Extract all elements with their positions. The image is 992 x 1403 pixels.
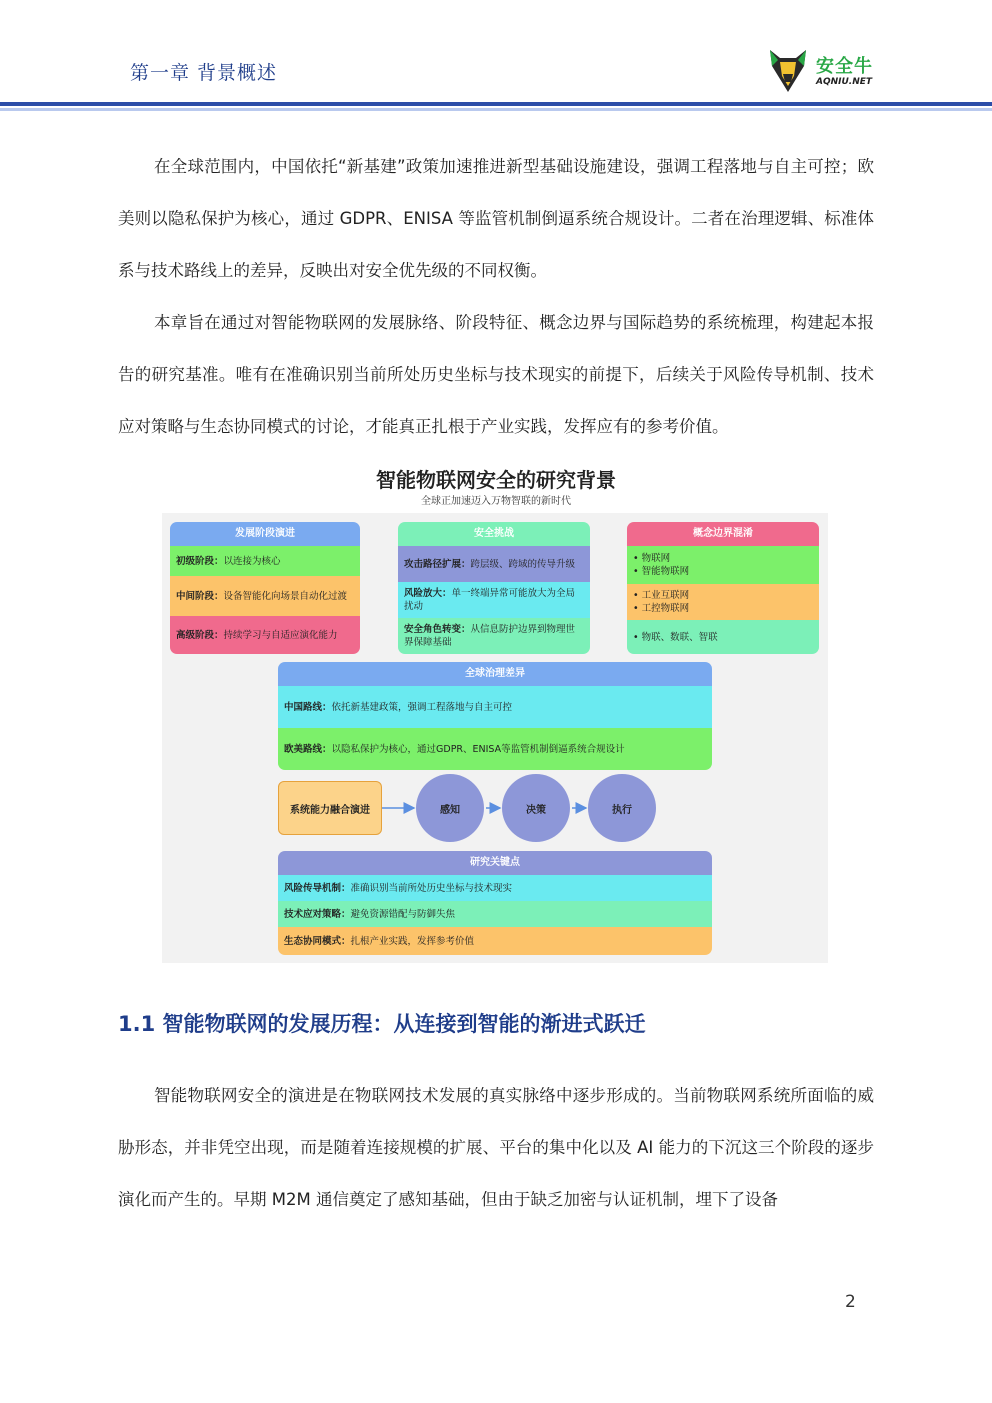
- challenge-row: 安全角色转变：从信息防护边界到物理世界保障基础: [398, 618, 590, 654]
- governance-row: 中国路线：依托新基建政策，强调工程落地与自主可控: [278, 686, 712, 728]
- section-heading: 1.1 智能物联网的发展历程：从连接到智能的渐进式跃迁: [118, 1012, 646, 1036]
- bull-logo-icon: [766, 44, 810, 94]
- flow-step-perception: 感知: [416, 774, 484, 842]
- concept-group: • 物联、数联、智联: [627, 620, 819, 654]
- concept-group: • 工业互联网 • 工控物联网: [627, 584, 819, 620]
- figure-subtitle: 全球正加速迈入万物智联的新时代: [421, 496, 571, 507]
- header-rule-light: [0, 108, 992, 111]
- challenge-row: 风险放大：单一终端异常可能放大为全局扰动: [398, 582, 590, 618]
- box-heading: 发展阶段演进: [170, 522, 360, 546]
- keypoints-box: [278, 851, 712, 955]
- keypoint-row: 生态协同模式：扎根产业实践，发挥参考价值: [278, 927, 712, 955]
- page-number: 2: [845, 1292, 856, 1312]
- box-heading: 概念边界混淆: [627, 522, 819, 546]
- stage-row: 初级阶段：以连接为核心: [170, 546, 360, 576]
- stage-row: 高级阶段：持续学习与自适应演化能力: [170, 616, 360, 654]
- keypoint-row: 技术应对策略：避免资源错配与防御失焦: [278, 901, 712, 927]
- governance-row: 欧美路线：以隐私保护为核心，通过GDPR、ENISA等监管机制倒逼系统合规设计: [278, 728, 712, 770]
- header-rule: [0, 102, 992, 106]
- stage-row: 中间阶段：设备智能化向场景自动化过渡: [170, 576, 360, 616]
- keypoint-row: 风险传导机制：准确识别当前所处历史坐标与技术现实: [278, 875, 712, 901]
- logo: [766, 44, 878, 94]
- flow-arrows: [380, 800, 610, 816]
- paragraph: 智能物联网安全的演进是在物联网技术发展的真实脉络中逐步形成的。当前物联网系统所面临的威胁形态，并非凭空出现，而是随着连接规模的扩展、平台的集中化以及 AI 能力的下沉这三个阶段的逐步演化而产生的。早期 M2M 通信奠定了感知基础，但由于缺乏加密与认证机制，埋下了设备: [118, 1086, 874, 1209]
- figure-title: 智能物联网安全的研究背景: [376, 468, 616, 492]
- box-heading: 安全挑战: [398, 522, 590, 546]
- challenges-box: [398, 522, 590, 654]
- stages-box: [170, 522, 360, 654]
- box-heading: 研究关键点: [278, 851, 712, 875]
- challenge-row: 攻击路径扩展：跨层级、跨域的传导升级: [398, 546, 590, 582]
- flow-step-execution: 执行: [588, 774, 656, 842]
- chapter-title: 第一章 背景概述: [130, 62, 278, 84]
- concept-group: • 物联网 • 智能物联网: [627, 546, 819, 584]
- governance-box: [278, 662, 712, 770]
- paragraph: 本章旨在通过对智能物联网的发展脉络、阶段特征、概念边界与国际趋势的系统梳理，构建起本报告的研究基准。唯有在准确识别当前所处历史坐标与技术现实的前提下，后续关于风险传导机制、技术应对策略与生态协同模式的讨论，才能真正扎根于产业实践，发挥应有的参考价值。: [118, 313, 874, 436]
- capability-evolution-box: 系统能力融合演进: [278, 781, 382, 835]
- paragraph: 在全球范围内，中国依托“新基建”政策加速推进新型基础设施建设，强调工程落地与自主可控；欧美则以隐私保护为核心，通过 GDPR、ENISA 等监管机制倒逼系统合规设计。二者在治理逻辑、标准体系与技术路线上的差异，反映出对安全优先级的不同权衡。: [118, 157, 874, 280]
- box-heading: 全球治理差异: [278, 662, 712, 686]
- logo-subtitle: AQNIU.NET: [816, 77, 873, 87]
- logo-name: 安全牛: [816, 56, 873, 77]
- concepts-box: [627, 522, 819, 654]
- flow-step-decision: 决策: [502, 774, 570, 842]
